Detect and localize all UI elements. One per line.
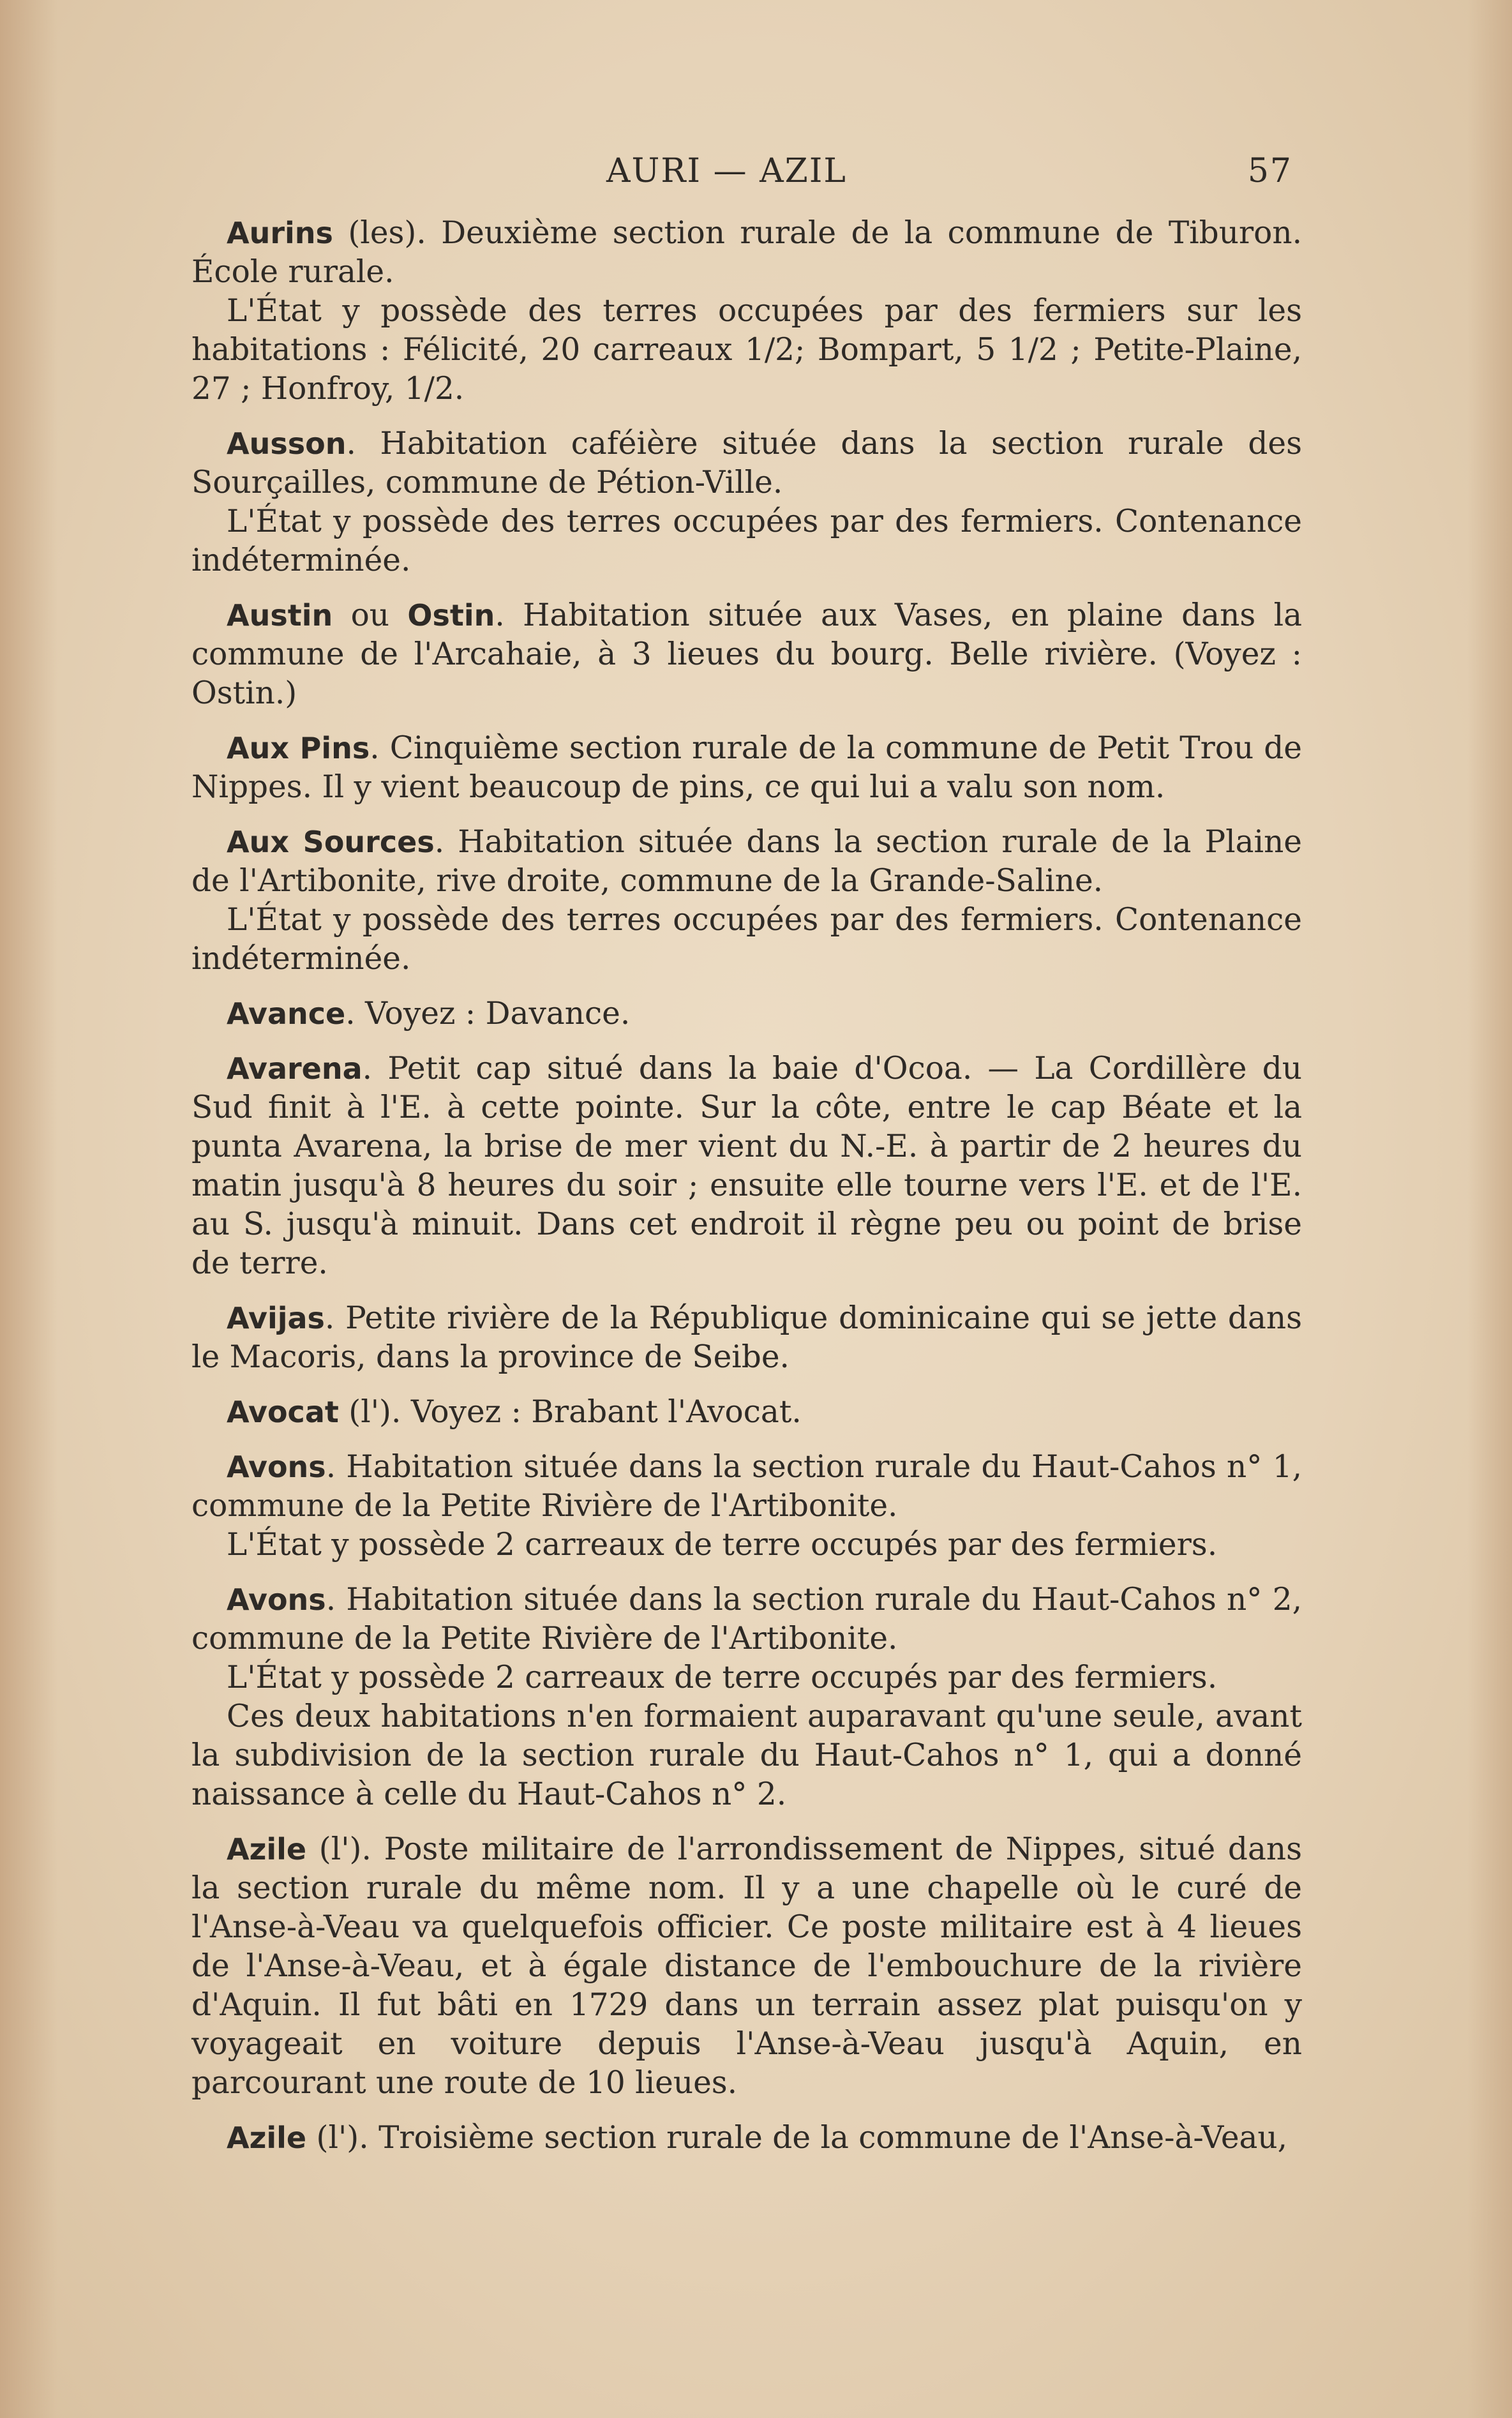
dictionary-entries bbox=[191, 214, 1302, 2174]
entry-text: L'État y possède 2 carreaux de terre occupés par des fermiers. bbox=[227, 1660, 1218, 1695]
entry-headword: Aux Sources bbox=[227, 825, 435, 859]
entry-text: Habitation située dans la section rurale du Haut-Cahos n° 2, commune de la Petite Rivière de l'Artibonite. bbox=[191, 1582, 1302, 1656]
entry-paragraph bbox=[191, 596, 1302, 713]
entry-qualifier: ou bbox=[333, 597, 408, 633]
entry-headword: Aurins bbox=[227, 216, 333, 250]
entry-text: Ces deux habitations n'en formaient auparavant qu'une seule, avant la subdivision de la section rurale du Haut-Cahos n° 1, qui a donné naissance à celle du Haut-Cahos n° 2. bbox=[191, 1699, 1302, 1812]
entry-text: L'État y possède des terres occupées par des fermiers. Contenance indéterminée. bbox=[191, 504, 1302, 578]
entry-qualifier: (l'). bbox=[338, 1394, 401, 1430]
entry-text: L'État y possède des terres occupées par des fermiers sur les habitations : Félicité, 20 carreaux 1/2; Bompart, 5 1/2 ; Petite-Plaine, 27 ; Honfroy, 1/2. bbox=[191, 293, 1302, 407]
entry-qualifier: . bbox=[326, 1449, 336, 1485]
entry-headword: Avons bbox=[227, 1582, 326, 1617]
dictionary-entry bbox=[191, 214, 1302, 409]
entry-paragraph bbox=[191, 1299, 1302, 1377]
entry-text: Petit cap situé dans la baie d'Ocoa. — La Cordillère du Sud finit à l'E. à cette pointe. Sur la côte, entre le cap Béate et la punta Avarena, la brise de mer vient du N.-E. à partir de 2 heures du matin jusqu'à 8 heures du soir ; ensuite elle tourne vers l'E. et de l'E. au S. jusqu'à minuit. Dans cet endroit il règne peu ou point de brise de terre. bbox=[191, 1051, 1302, 1281]
entry-qualifier: . bbox=[362, 1051, 373, 1086]
entry-headword: Avarena bbox=[227, 1051, 363, 1086]
entry-text: Habitation caféière située dans la section rurale des Sourçailles, commune de Pétion-Ville. bbox=[191, 426, 1303, 500]
entry-qualifier: . bbox=[346, 426, 356, 462]
entry-paragraph bbox=[191, 1526, 1302, 1565]
entry-headword: Avons bbox=[227, 1450, 326, 1484]
entry-paragraph bbox=[191, 1697, 1302, 1814]
entry-text: Deuxième section rurale de la commune de Tiburon. École rurale. bbox=[191, 215, 1303, 290]
entry-paragraph bbox=[191, 729, 1302, 807]
entry-paragraph bbox=[191, 823, 1302, 901]
entry-qualifier: (l'). bbox=[306, 2120, 369, 2156]
entry-headword: Avocat bbox=[227, 1395, 339, 1429]
entry-text: L'État y possède 2 carreaux de terre occupés par des fermiers. bbox=[227, 1527, 1218, 1563]
entry-qualifier: . bbox=[326, 1582, 336, 1618]
dictionary-entry bbox=[191, 1830, 1302, 2103]
entry-headword: Avijas bbox=[227, 1301, 325, 1335]
page-header bbox=[191, 152, 1302, 203]
entry-text: Petite rivière de la République dominicaine qui se jette dans le Macoris, dans la province de Seibe. bbox=[191, 1300, 1302, 1375]
dictionary-entry bbox=[191, 596, 1302, 713]
entry-qualifier: (l'). bbox=[306, 1831, 371, 1867]
entry-text: Voyez : Brabant l'Avocat. bbox=[410, 1394, 802, 1430]
running-title: AURI — AZIL bbox=[606, 152, 847, 190]
entry-headword: Austin bbox=[227, 598, 333, 633]
page-edge-shadow-left bbox=[0, 0, 57, 2418]
dictionary-entry bbox=[191, 1299, 1302, 1377]
entry-paragraph bbox=[191, 1830, 1302, 2103]
entry-text: Habitation située dans la section rurale du Haut-Cahos n° 1, commune de la Petite Rivière de l'Artibonite. bbox=[191, 1449, 1302, 1524]
dictionary-entry bbox=[191, 1049, 1302, 1283]
entry-paragraph bbox=[191, 214, 1302, 292]
entry-text: Troisième section rurale de la commune de l'Anse-à-Veau, bbox=[378, 2120, 1288, 2156]
entry-headword: Azile bbox=[227, 2121, 307, 2155]
entry-headword: Ausson bbox=[227, 426, 347, 461]
entry-headword-alt: Ostin bbox=[407, 598, 495, 633]
entry-headword: Aux Pins bbox=[227, 731, 370, 765]
page-edge-shadow-right bbox=[1467, 0, 1512, 2418]
entry-headword: Azile bbox=[227, 1832, 307, 1866]
dictionary-entry bbox=[191, 1393, 1302, 1432]
entry-qualifier: . bbox=[495, 597, 505, 633]
entry-headword: Avance bbox=[227, 996, 346, 1031]
dictionary-entry bbox=[191, 2119, 1302, 2158]
dictionary-entry bbox=[191, 1581, 1302, 1814]
entry-text: Poste militaire de l'arrondissement de Nippes, situé dans la section rurale du même nom. Il y a une chapelle où le curé de l'Anse-à-Veau va quelquefois officier. Ce poste militaire est à 4 lieues de l'Anse-à-Veau, et à égale distance de l'embouchure de la rivière d'Aquin. Il fut bâti en 1729 dans un terrain assez plat puisqu'on y voyageait en voiture depuis l'Anse-à-Veau jusqu'à Aquin, en parcourant une route de 10 lieues. bbox=[191, 1831, 1302, 2101]
entry-paragraph bbox=[191, 424, 1302, 502]
entry-paragraph bbox=[191, 1393, 1302, 1432]
entry-text: Habitation située dans la section rurale de la Plaine de l'Artibonite, rive droite, commune de la Grande-Saline. bbox=[191, 824, 1303, 899]
entry-paragraph bbox=[191, 1049, 1302, 1283]
entry-paragraph bbox=[191, 502, 1302, 580]
entry-text: L'État y possède des terres occupées par des fermiers. Contenance indéterminée. bbox=[191, 902, 1302, 977]
dictionary-entry bbox=[191, 424, 1302, 580]
entry-paragraph bbox=[191, 1448, 1302, 1526]
dictionary-entry bbox=[191, 823, 1302, 979]
dictionary-entry bbox=[191, 729, 1302, 807]
entry-text: Voyez : Davance. bbox=[365, 996, 631, 1032]
entry-qualifier: . bbox=[370, 730, 380, 766]
dictionary-entry bbox=[191, 995, 1302, 1033]
entry-qualifier: . bbox=[324, 1300, 335, 1336]
entry-qualifier: . bbox=[345, 996, 356, 1032]
entry-qualifier: (les). bbox=[333, 215, 426, 251]
dictionary-entry bbox=[191, 1448, 1302, 1565]
entry-paragraph bbox=[191, 901, 1302, 979]
entry-paragraph bbox=[191, 1581, 1302, 1658]
entry-qualifier: . bbox=[434, 824, 445, 860]
entry-text: Cinquième section rurale de la commune de Petit Trou de Nippes. Il y vient beaucoup de pins, ce qui lui a valu son nom. bbox=[191, 730, 1302, 805]
entry-paragraph bbox=[191, 2119, 1302, 2158]
entry-paragraph bbox=[191, 292, 1302, 409]
entry-paragraph bbox=[191, 1658, 1302, 1697]
entry-paragraph bbox=[191, 995, 1302, 1033]
page-number: 57 bbox=[1247, 152, 1292, 190]
entry-text: Habitation située aux Vases, en plaine dans la commune de l'Arcahaie, à 3 lieues du bourg. Belle rivière. (Voyez : Ostin.) bbox=[191, 597, 1302, 711]
